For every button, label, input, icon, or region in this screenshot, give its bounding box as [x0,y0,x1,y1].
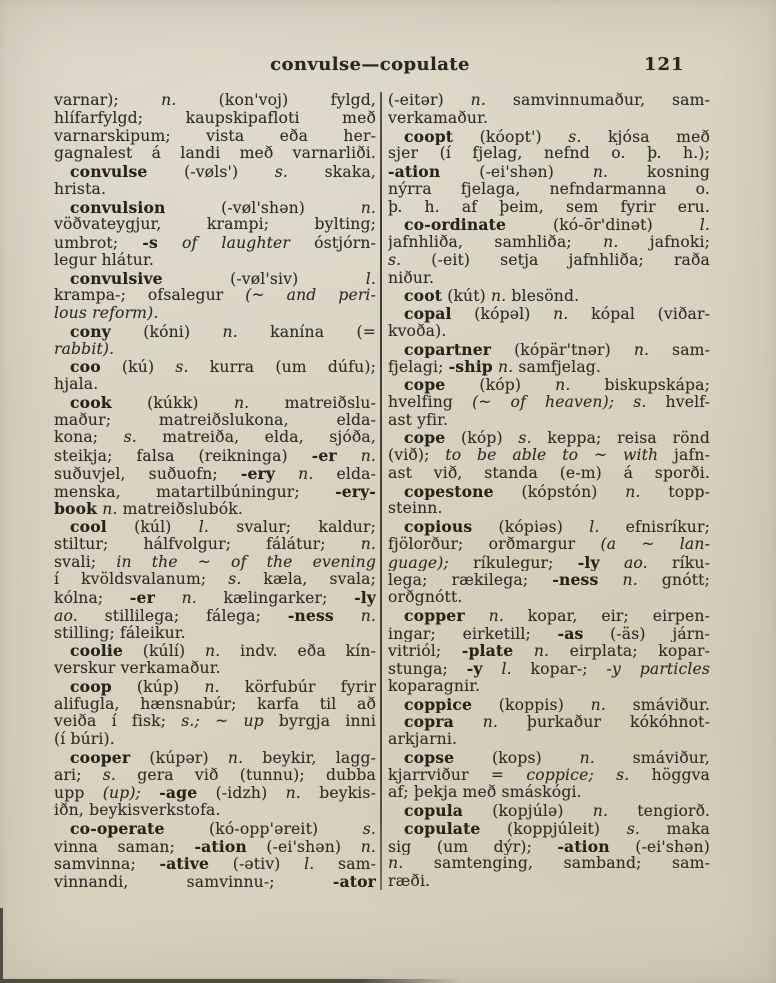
dictionary-line: ast við, standa (e-m) á sporði. [388,464,710,482]
dictionary-line: ræði. [388,873,431,890]
dictionary-line: veiða í fisk; s.; ~ up byrgja inni [54,713,376,731]
dictionary-line: arkjarni. [388,731,458,748]
dictionary-line: fjölorður; orðmargur (a ~ lan- [388,535,710,553]
dictionary-line: copestone (kópstón) n. topp- [404,482,710,501]
dictionary-line: coot (kút) n. blesönd. [404,287,580,305]
dictionary-line: svali; in the ~ of the evening [54,553,376,571]
dictionary-line: suðuvjel, suðuofn; -ery n. elda- [54,464,376,483]
dictionary-column-left [54,92,376,891]
dictionary-line: lous reform). [54,305,159,322]
dictionary-line: copartner (kópär'tnər) n. sam- [404,340,710,359]
column-divider-rule [380,92,382,890]
dictionary-line: verskur verkamaður. [54,660,221,677]
dictionary-line: co-operate (kó-opp'əreit) s. [70,819,376,838]
dictionary-line: kjarrviður = coppice; s. höggva [388,766,710,784]
dictionary-line: maður; matreiðslukona, elda- [54,411,376,429]
dictionary-line: gagnalest á landi með varnarliði. [54,145,376,163]
dictionary-line: n. samtenging, samband; sam- [388,855,710,873]
dictionary-line: kvoða). [388,322,447,340]
dictionary-line: stilling; fáleikur. [54,624,186,642]
dictionary-line: hlífarfylgd; kaupskipafloti með [54,109,376,127]
dictionary-line: (við); to be able to ~ with jafn- [388,447,710,464]
dictionary-line: ast yfir. [388,411,449,429]
dictionary-line: sig (um dýr); -ation (-ei'shən) [388,837,710,856]
dictionary-line: copse (kops) n. smáviður, [404,748,710,767]
dictionary-line: varnarskipum; vista eða her- [54,127,376,145]
dictionary-line: copious (kópiəs) l. efnisríkur; [404,518,710,536]
dictionary-line: iðn, beykisverkstofa. [54,802,221,819]
dictionary-line: cook (kúkk) n. matreiðslu- [70,393,376,412]
dictionary-line: stiltur; hálfvolgur; fálátur; n. [54,535,376,553]
dictionary-line: í kvöldsvalanum; s. kæla, svala; [54,571,376,589]
dictionary-line: cope (kóp) s. keppa; reisa rönd [404,429,710,447]
dictionary-line: ingar; eirketill; -as (-äs) járn- [388,624,710,643]
dictionary-line: coolie (kúlí) n. indv. eða kín- [70,642,376,660]
dictionary-line: sjer (í fjelag, nefnd o. þ. h.); [388,145,710,163]
page-bottom-edge-shadow [0,979,460,983]
page-number: 121 [644,54,685,75]
dictionary-line: upp (up); -age (-idzh) n. beykis- [54,784,376,802]
dictionary-line: orðgnótt. [388,589,463,606]
dictionary-line: coo (kú) s. kurra (um dúfu); [70,358,376,376]
dictionary-line: kona; s. matreiða, elda, sjóða, [54,429,376,447]
dictionary-line: cope (kóp) n. biskupskápa; [404,376,710,394]
dictionary-line: hjala. [54,376,99,393]
dictionary-line: convulsion (-vøl'shən) n. [70,198,376,217]
dictionary-line: copra n. þurkaður kókóhnot- [404,713,710,731]
dictionary-line: (-eitər) n. samvinnumaður, sam- [388,92,710,109]
dictionary-line: samvinna; -ative (-ətiv) l. sam- [54,855,376,873]
dictionary-line: legur hlátur. [54,251,154,269]
dictionary-line: copulate (koppjúleit) s. maka [404,819,710,838]
dictionary-line: cony (kóni) n. kanína (= [70,322,376,341]
dictionary-line: vitriól; -plate n. eirplata; kopar- [388,642,710,660]
dictionary-line: af; þekja með smáskógi. [388,784,582,802]
dictionary-line: copper n. kopar, eir; eirpen- [404,606,710,625]
dictionary-line: verkamaður. [388,109,489,127]
dictionary-line: s. (-eit) setja jafnhliða; raða [388,251,710,269]
dictionary-line: -ation (-ei'shən) n. kosning [388,163,710,181]
dictionary-line: book n. matreiðslubók. [54,500,243,518]
dictionary-line: niður. [388,269,435,287]
dictionary-line: vinna saman; -ation (-ei'shən) n. [54,837,376,856]
dictionary-line: (í búri). [54,731,115,748]
dictionary-line: hvelfing (~ of heaven); s. hvelf- [388,393,710,411]
dictionary-line: copula (kopjúlə) n. tengiorð. [404,802,710,820]
dictionary-line: vinnandi, samvinnu-; -ator [54,873,376,891]
running-head: convulse—copulate [270,54,470,75]
page-left-edge-shadow [0,908,3,983]
dictionary-line: þ. h. af þeim, sem fyrir eru. [388,198,710,216]
dictionary-line: koparagnir. [388,677,481,695]
dictionary-line: rabbit). [54,340,115,358]
dictionary-line: fjelagi; -ship n. samfjelag. [388,358,602,376]
dictionary-line: coopt (kóopt') s. kjósa með [404,127,710,146]
dictionary-line: lega; rækilega; -ness n. gnótt; [388,571,710,589]
dictionary-line: alifugla, hænsnabúr; karfa til að [54,695,376,713]
dictionary-line: ari; s. gera við (tunnu); dubba [54,766,376,784]
dictionary-line: varnar); n. (kon'voj) fylgd, [54,92,376,109]
dictionary-line: krampa-; ofsalegur (~ and peri- [54,287,376,305]
dictionary-line: kólna; -er n. kælingarker; -ly [54,589,376,607]
dictionary-line: steinn. [388,500,443,518]
dictionary-line: co-ordinate (kó-ōr'dinət) l. [404,216,710,234]
dictionary-line: convulse (-vøls') s. skaka, [70,163,376,181]
dictionary-line: cooper (kúpər) n. beykir, lagg- [70,748,376,767]
dictionary-line: stunga; -y l. kopar-; -y particles [388,660,710,678]
dictionary-line: nýrra fjelaga, nefndarmanna o. [388,180,710,198]
dictionary-line: jafnhliða, samhliða; n. jafnoki; [388,234,710,251]
dictionary-column-right [388,92,710,891]
dictionary-line: menska, matartilbúningur; -ery- [54,482,376,501]
dictionary-line: ao. stillilega; fálega; -ness n. [54,606,376,625]
dictionary-line: steikja; falsa (reikninga) -er n. [54,447,376,465]
dictionary-line: cool (kúl) l. svalur; kaldur; [70,518,376,536]
dictionary-line: coop (kúp) n. körfubúr fyrir [70,677,376,696]
dictionary-line: coppice (koppis) n. smáviður. [404,695,710,714]
dictionary-line: guage); ríkulegur; -ly ao. ríku- [388,553,710,572]
dictionary-line: umbrot; -s of laughter óstjórn- [54,234,376,252]
dictionary-line: copal (kópəl) n. kópal (viðar- [404,305,710,323]
dictionary-line: convulsive (-vøl'siv) l. [70,269,376,288]
dictionary-line: hrista. [54,180,107,198]
dictionary-line: vöðvateygjur, krampi; bylting; [54,216,376,234]
